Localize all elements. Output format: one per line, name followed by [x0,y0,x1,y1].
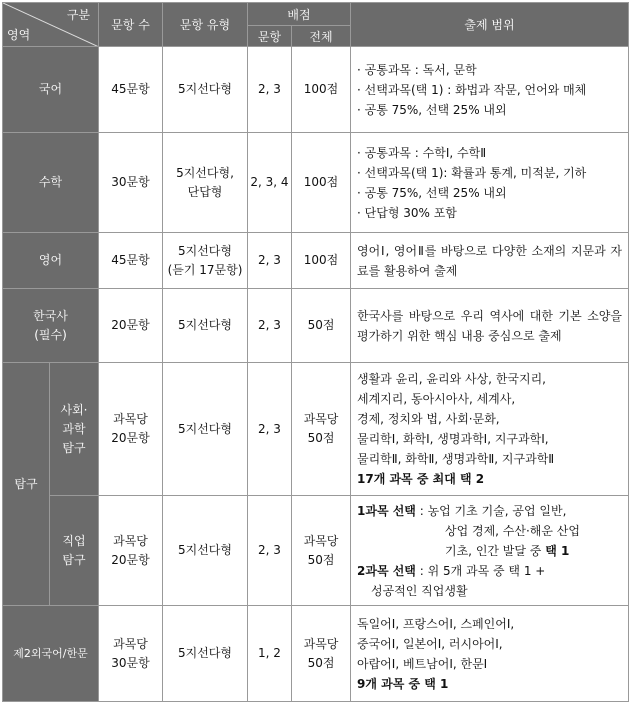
scope-korean: · 공통과목 : 독서, 문학 · 선택과목(택 1) : 화법과 작문, 언어와 매체 · 공통 75%, 선택 25% 내외 [351,47,629,133]
total-korean: 100점 [292,47,351,133]
area-inquiry-social: 사회· 과학 탐구 [50,363,99,496]
row-korean [3,47,629,133]
per-item-inquiry-social: 2, 3 [248,363,292,496]
scope-foreign-note: 9개 과목 중 택 1 [357,676,449,691]
area-english: 영어 [3,233,99,289]
type-inquiry-social: 5지선다형 [163,363,248,496]
row-foreign [3,606,629,702]
count-korean: 45문항 [99,47,163,133]
per-item-korean: 2, 3 [248,47,292,133]
header-per-item: 문항 [248,26,292,47]
header-scope: 출제 범위 [351,3,629,47]
type-foreign: 5지선다형 [163,606,248,702]
total-foreign: 과목당 50점 [292,606,351,702]
total-math: 100점 [292,133,351,233]
type-math: 5지선다형, 단답형 [163,133,248,233]
header-type: 문항 유형 [163,3,248,47]
row-english [3,233,629,289]
scope-english: 영어Ⅰ, 영어Ⅱ를 바탕으로 다양한 소재의 지문과 자료를 활용하여 출제 [351,233,629,289]
row-inquiry-vocational [3,496,629,606]
count-inquiry-social: 과목당 20문항 [99,363,163,496]
scope-inquiry-social-note: 17개 과목 중 최대 택 2 [357,472,485,486]
per-item-english: 2, 3 [248,233,292,289]
header-count: 문항 수 [99,3,163,47]
count-inquiry-vocational: 과목당 20문항 [99,496,163,606]
row-history [3,289,629,363]
header-gubun: 구분 [66,8,90,22]
area-inquiry: 탐구 [3,363,50,606]
total-history: 50점 [292,289,351,363]
row-inquiry-social [3,363,629,496]
count-math: 30문항 [99,133,163,233]
area-inquiry-vocational: 직업 탐구 [50,496,99,606]
row-math [3,133,629,233]
type-english: 5지선다형 (듣기 17문항) [163,233,248,289]
area-foreign: 제2외국어/한문 [3,606,99,702]
count-foreign: 과목당 30문항 [99,606,163,702]
total-inquiry-vocational: 과목당 50점 [292,496,351,606]
per-item-foreign: 1, 2 [248,606,292,702]
count-english: 45문항 [99,233,163,289]
header-area: 영역 [7,28,31,42]
count-history: 20문항 [99,289,163,363]
header-corner [3,3,99,47]
area-korean: 국어 [3,47,99,133]
scope-foreign: 독일어Ⅰ, 프랑스어Ⅰ, 스페인어Ⅰ, 중국어Ⅰ, 일본어Ⅰ, 러시아어Ⅰ, 아랍어Ⅰ, 베트남어Ⅰ, 한문Ⅰ 9개 과목 중 택 1 [351,606,629,702]
type-inquiry-vocational: 5지선다형 [163,496,248,606]
area-math: 수학 [3,133,99,233]
scope-inquiry-vocational: 1과목 선택 : 농업 기초 기술, 공업 일반, 상업 경제, 수산·해운 산업 기초, 인간 발달 중 택 1 2과목 선택 : 위 5개 과목 중 택 1 + 성공적인 직업생활 [351,496,629,606]
header-total: 전체 [292,26,351,47]
total-inquiry-social: 과목당 50점 [292,363,351,496]
scope-history: 한국사를 바탕으로 우리 역사에 대한 기본 소양을 평가하기 위한 핵심 내용 중심으로 출제 [351,289,629,363]
exam-table [2,2,629,702]
per-item-inquiry-vocational: 2, 3 [248,496,292,606]
type-history: 5지선다형 [163,289,248,363]
scope-math: · 공통과목 : 수학Ⅰ, 수학Ⅱ · 선택과목(택 1): 확률과 통계, 미적분, 기하 · 공통 75%, 선택 25% 내외 · 단답형 30% 포함 [351,133,629,233]
total-english: 100점 [292,233,351,289]
area-history: 한국사 (필수) [3,289,99,363]
header-score: 배점 [248,3,351,26]
scope-inquiry-social: 생활과 윤리, 윤리와 사상, 한국지리, 세계지리, 동아시아사, 세계사, 경제, 정치와 법, 사회·문화, 물리학Ⅰ, 화학Ⅰ, 생명과학Ⅰ, 지구과학Ⅰ, 물리학Ⅱ, 화학Ⅱ, 생명과학Ⅱ, 지구과학Ⅱ 17개 과목 중 최대 택 2 [351,363,629,496]
per-item-history: 2, 3 [248,289,292,363]
type-korean: 5지선다형 [163,47,248,133]
per-item-math: 2, 3, 4 [248,133,292,233]
